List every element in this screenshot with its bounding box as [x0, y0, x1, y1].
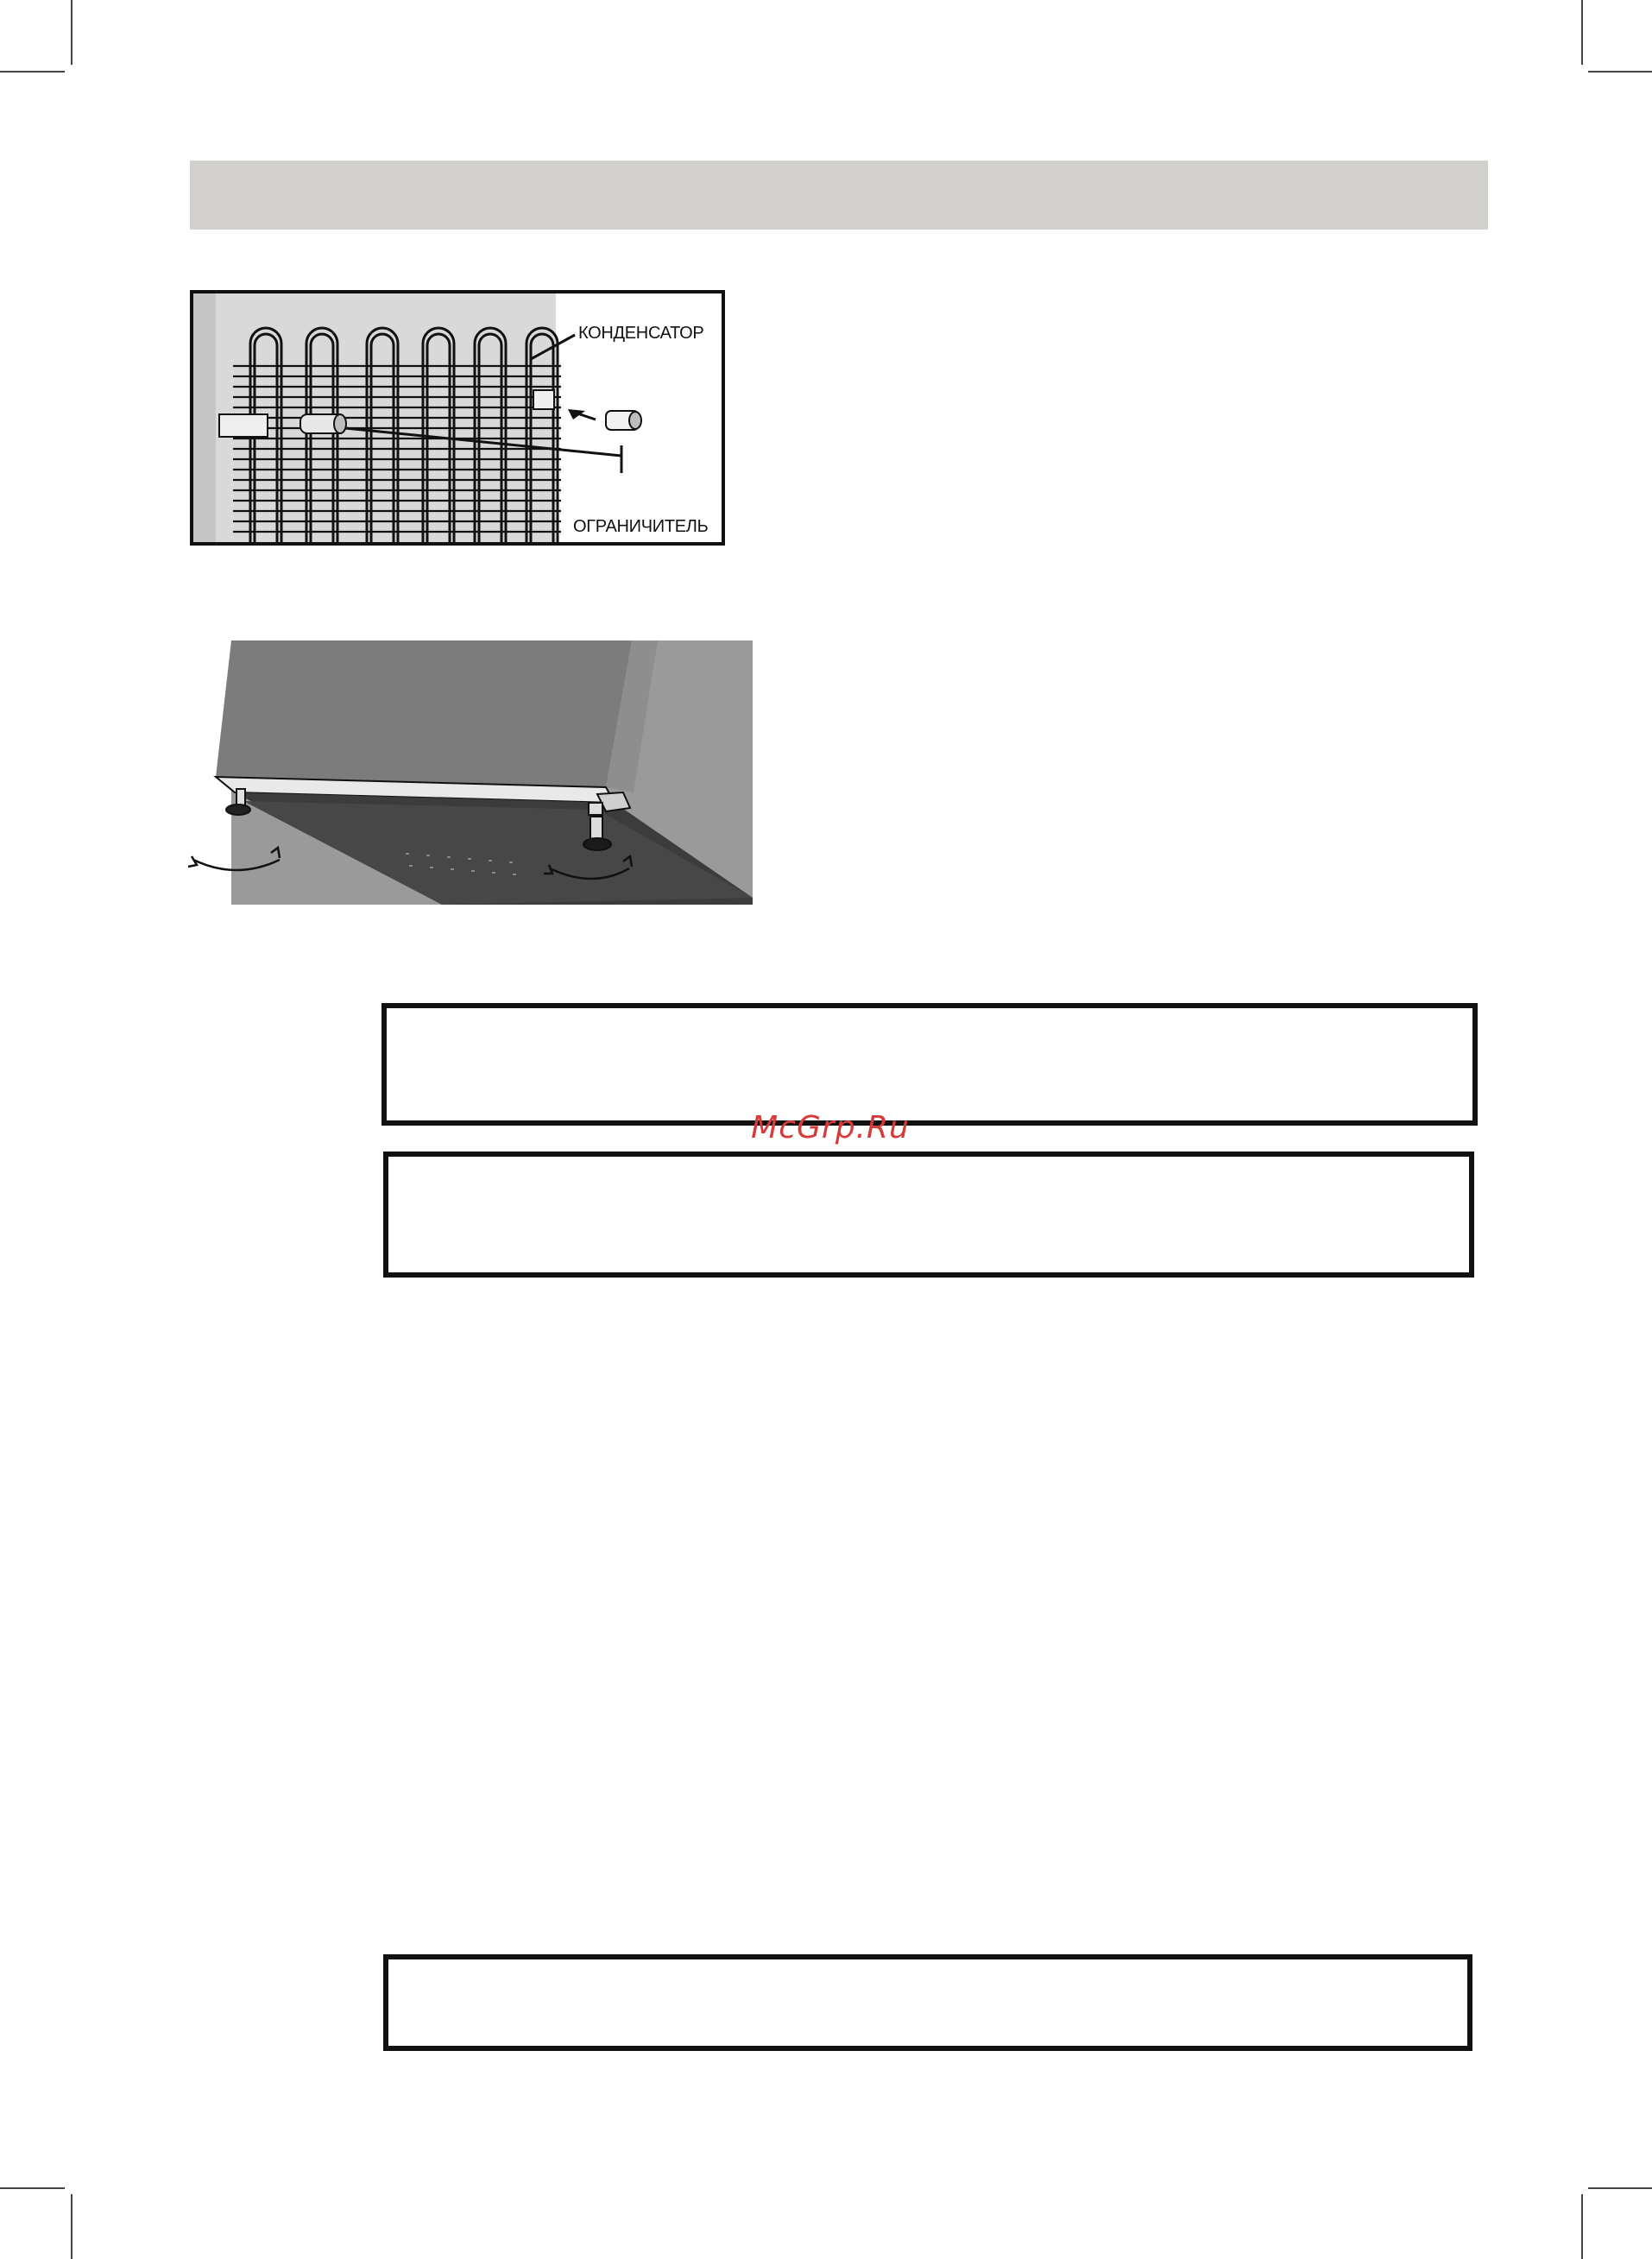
note-box-3 [383, 1954, 1472, 2051]
crop-mark-top-left-v [71, 0, 73, 65]
crop-mark-top-left-h [0, 71, 65, 73]
crop-mark-bottom-left-h [0, 2187, 65, 2189]
crop-mark-bottom-left-v [71, 2194, 73, 2259]
section-header-band [190, 161, 1488, 230]
adjustable-feet-figure [183, 639, 753, 906]
condenser-figure [190, 290, 725, 546]
fridge-feet-illustration [183, 639, 753, 906]
crop-mark-bottom-right-v [1581, 2194, 1583, 2259]
note-box-2 [383, 1152, 1474, 1278]
crop-mark-top-right-v [1581, 0, 1583, 65]
note-box-1 [381, 1003, 1478, 1126]
condenser-illustration [190, 290, 725, 546]
limiter-label: ОГРАНИЧИТЕЛЬ [573, 517, 709, 536]
crop-mark-top-right-h [1588, 71, 1652, 73]
crop-mark-bottom-right-h [1588, 2187, 1652, 2189]
condenser-label: КОНДЕНСАТОР [578, 324, 704, 343]
watermark-text: McGrp.Ru [751, 1110, 910, 1145]
